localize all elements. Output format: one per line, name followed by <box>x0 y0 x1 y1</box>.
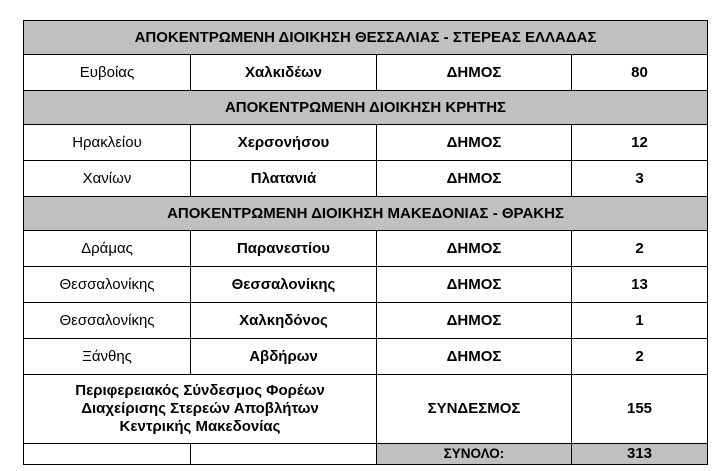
municipality-cell: Αβδήρων <box>191 339 377 375</box>
entity-type-cell: ΔΗΜΟΣ <box>377 267 572 303</box>
regional-unit-cell: Ευβοίας <box>24 55 191 91</box>
municipality-cell: Χαλκιδέων <box>191 55 377 91</box>
table-row <box>24 125 708 161</box>
table-row <box>24 231 708 267</box>
total-label: ΣΥΝΟΛΟ: <box>377 444 572 465</box>
empty-cell <box>191 444 377 465</box>
table-row <box>24 55 708 91</box>
regional-unit-cell: Δράμας <box>24 231 191 267</box>
municipality-cell: Θεσσαλονίκης <box>191 267 377 303</box>
section-title: ΑΠΟΚΕΝΤΡΩΜΕΝΗ ΔΙΟΙΚΗΣΗ ΘΕΣΣΑΛΙΑΣ - ΣΤΕΡΕΑΣ ΕΛΛΑΔΑΣ <box>24 21 708 55</box>
association-name-line: Κεντρικής Μακεδονίας <box>119 418 281 435</box>
count-cell: 1 <box>572 303 708 339</box>
count-cell: 2 <box>572 231 708 267</box>
empty-cell <box>24 444 191 465</box>
section-title: ΑΠΟΚΕΝΤΡΩΜΕΝΗ ΔΙΟΙΚΗΣΗ ΚΡΗΤΗΣ <box>24 91 708 125</box>
regional-unit-cell: Θεσσαλονίκης <box>24 303 191 339</box>
count-cell: 12 <box>572 125 708 161</box>
regional-unit-cell: Ηρακλείου <box>24 125 191 161</box>
association-name-cell <box>24 375 377 444</box>
count-cell: 3 <box>572 161 708 197</box>
section-title: ΑΠΟΚΕΝΤΡΩΜΕΝΗ ΔΙΟΙΚΗΣΗ ΜΑΚΕΔΟΝΙΑΣ - ΘΡΑΚΗΣ <box>24 197 708 231</box>
association-name-line: Περιφερειακός Σύνδεσμος Φορέων <box>75 382 325 399</box>
table-row <box>24 161 708 197</box>
section-header-row <box>24 197 708 231</box>
total-row <box>24 444 708 465</box>
entity-type-cell: ΔΗΜΟΣ <box>377 55 572 91</box>
table-row <box>24 267 708 303</box>
municipality-cell: Χαλκηδόνος <box>191 303 377 339</box>
association-name-line: Διαχείρισης Στερεών Αποβλήτων <box>81 400 319 417</box>
entity-type-cell: ΔΗΜΟΣ <box>377 339 572 375</box>
regional-unit-cell: Θεσσαλονίκης <box>24 267 191 303</box>
count-cell: 80 <box>572 55 708 91</box>
association-row <box>24 375 708 444</box>
entity-type-cell: ΔΗΜΟΣ <box>377 231 572 267</box>
regional-unit-cell: Ξάνθης <box>24 339 191 375</box>
count-cell: 2 <box>572 339 708 375</box>
municipality-cell: Χερσονήσου <box>191 125 377 161</box>
entity-type-cell: ΔΗΜΟΣ <box>377 161 572 197</box>
section-header-row <box>24 91 708 125</box>
entity-type-cell: ΔΗΜΟΣ <box>377 125 572 161</box>
association-type-cell: ΣΥΝΔΕΣΜΟΣ <box>377 375 572 444</box>
municipalities-table <box>23 20 708 465</box>
regional-unit-cell: Χανίων <box>24 161 191 197</box>
table-row <box>24 303 708 339</box>
count-cell: 13 <box>572 267 708 303</box>
table-row <box>24 339 708 375</box>
association-count-cell: 155 <box>572 375 708 444</box>
municipality-cell: Πλατανιά <box>191 161 377 197</box>
municipality-cell: Παρανεστίου <box>191 231 377 267</box>
total-value: 313 <box>572 444 708 465</box>
section-header-row <box>24 21 708 55</box>
entity-type-cell: ΔΗΜΟΣ <box>377 303 572 339</box>
